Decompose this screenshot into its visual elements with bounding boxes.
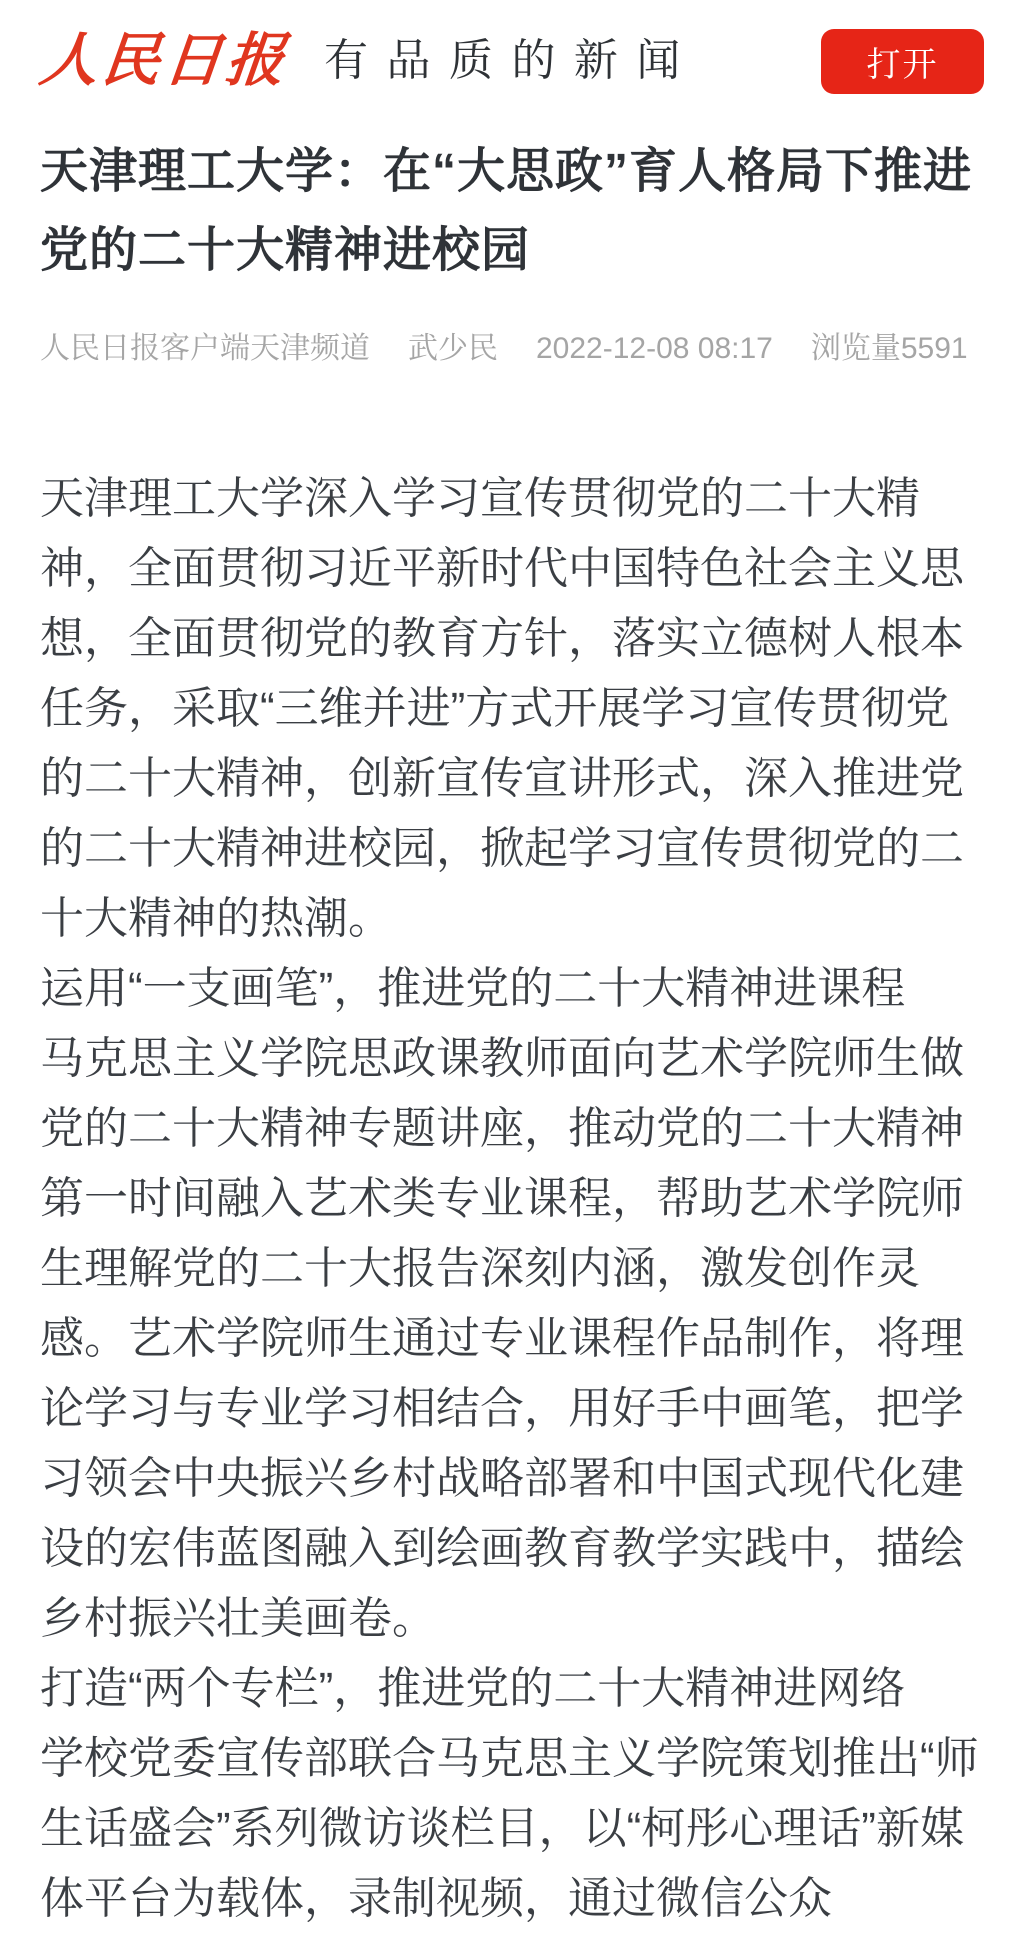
app-banner <box>0 0 1024 112</box>
article-paragraph: 学校党委宣传部联合马克思主义学院策划推出“师生话盛会”系列微访谈栏目，以“柯彤心理话”新媒体平台为载体，录制视频，通过微信公众 <box>40 1734 979 1923</box>
banner-tagline: 有品质的新闻 <box>324 36 699 85</box>
article-body <box>40 464 985 1934</box>
article-paragraph: 马克思主义学院思政课教师面向艺术学院师生做党的二十大精神专题讲座，推动党的二十大精神第一时间融入艺术类专业课程，帮助艺术学院师生理解党的二十大报告深刻内涵，激发创作灵感。艺术学院师生通过专业课程作品制作，将理论学习与专业学习相结合，用好手中画笔，把学习领会中央振兴乡村战略部署和中国式现代化建设的宏伟蓝图融入到绘画教育教学实践中，描绘乡村振兴壮美画卷。 <box>40 1034 964 1643</box>
peoples-daily-logo[interactable]: 人民日报 <box>36 28 292 93</box>
article-section-lead: 打造“两个专栏”，推进党的二十大精神进网络 <box>40 1664 906 1713</box>
open-app-button[interactable]: 打开 <box>821 29 984 94</box>
article-byline <box>40 334 984 364</box>
byline-datetime: 2022-12-08 08:17 <box>536 332 773 365</box>
byline-author: 武少民 <box>408 332 498 365</box>
byline-view-count: 浏览量5591 <box>810 332 968 365</box>
article-section-lead: 运用“一支画笔”，推进党的二十大精神进课程 <box>40 964 906 1013</box>
article-paragraph: 天津理工大学深入学习宣传贯彻党的二十大精神，全面贯彻习近平新时代中国特色社会主义思想，全面贯彻党的教育方针，落实立德树人根本任务，采取“三维并进”方式开展学习宣传贯彻党的二十大精神，创新宣传宣讲形式，深入推进党的二十大精神进校园，掀起学习宣传贯彻党的二十大精神的热潮。 <box>40 474 964 943</box>
article-title: 天津理工大学：在“大思政”育人格局下推进党的二十大精神进校园 <box>40 145 973 277</box>
byline-source: 人民日报客户端天津频道 <box>40 332 370 365</box>
